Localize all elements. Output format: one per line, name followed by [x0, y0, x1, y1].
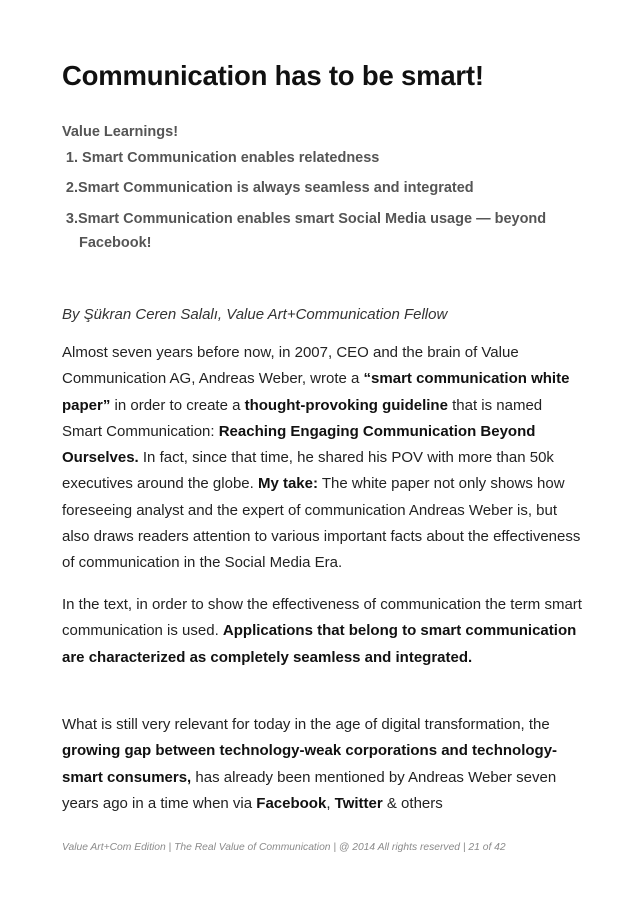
paragraph-text: In fact, since that time, he shared his POV with more than 50k executives around the globe.: [62, 449, 554, 493]
paragraph-emphasis: My take:: [257, 475, 318, 493]
learnings-heading: Value Learnings!: [62, 124, 179, 140]
paragraph-emphasis: Applications that belong to smart communication are characterized as completely seamless and integrated.: [62, 622, 577, 666]
learning-number: 3.: [65, 211, 78, 227]
learning-text: Smart Communication enables smart Social Media usage — beyond Facebook!: [78, 211, 547, 251]
paragraph-emphasis: thought-provoking guideline: [244, 396, 448, 414]
learning-item: [62, 207, 589, 255]
body-paragraph-2: [62, 592, 582, 671]
paragraph-text: ,: [326, 794, 335, 812]
paragraph-text: In the text, in order to show the effectiveness of communication the term smart communication is used.: [62, 596, 582, 640]
paragraph-text: What is still very relevant for today in the age of digital transformation, the: [62, 716, 550, 733]
paragraph-text: The white paper not only shows how foreseeing analyst and the expert of communication Andreas Weber is, but also draws readers attention to various important facts about the effectiveness of communication in the Social Media Era.: [62, 475, 581, 572]
paragraph-emphasis: Facebook: [256, 794, 327, 812]
paragraph-text: that is named Smart Communication:: [62, 396, 543, 440]
body-paragraph-3: [62, 712, 582, 817]
paragraph-emphasis: “smart communication white paper”: [62, 370, 570, 414]
learning-number: 1.: [65, 150, 78, 166]
learning-text: Smart Communication is always seamless and integrated: [78, 180, 474, 196]
paragraph-text: in order to create a: [110, 396, 245, 414]
paragraph-text: Almost seven years before now, in 2007, CEO and the brain of Value Communication AG, Andreas Weber, wrote a: [62, 344, 519, 388]
learning-item: [62, 176, 572, 200]
body-paragraph-1: [62, 340, 582, 577]
learning-number: 2.: [65, 180, 78, 196]
paragraph-text: has already been mentioned by Andreas Weber seven years ago in a time when via: [62, 768, 557, 812]
page-footer: Value Art+Com Edition | The Real Value of Communication | @ 2014 All rights reserved | 21 of 42: [62, 842, 506, 853]
paragraph-emphasis: Twitter: [334, 794, 383, 812]
learning-text: Smart Communication enables relatedness: [82, 150, 380, 166]
paragraph-emphasis: growing gap between technology-weak corporations and technology-smart consumers,: [62, 742, 558, 786]
author-byline: By Şükran Ceren Salalı, Value Art+Communication Fellow: [62, 306, 448, 323]
page-title: Communication has to be smart!: [62, 60, 484, 91]
paragraph-text: & others: [382, 794, 443, 812]
learning-item: [62, 146, 572, 170]
paragraph-emphasis: Reaching Engaging Communication Beyond Ourselves.: [62, 422, 536, 467]
